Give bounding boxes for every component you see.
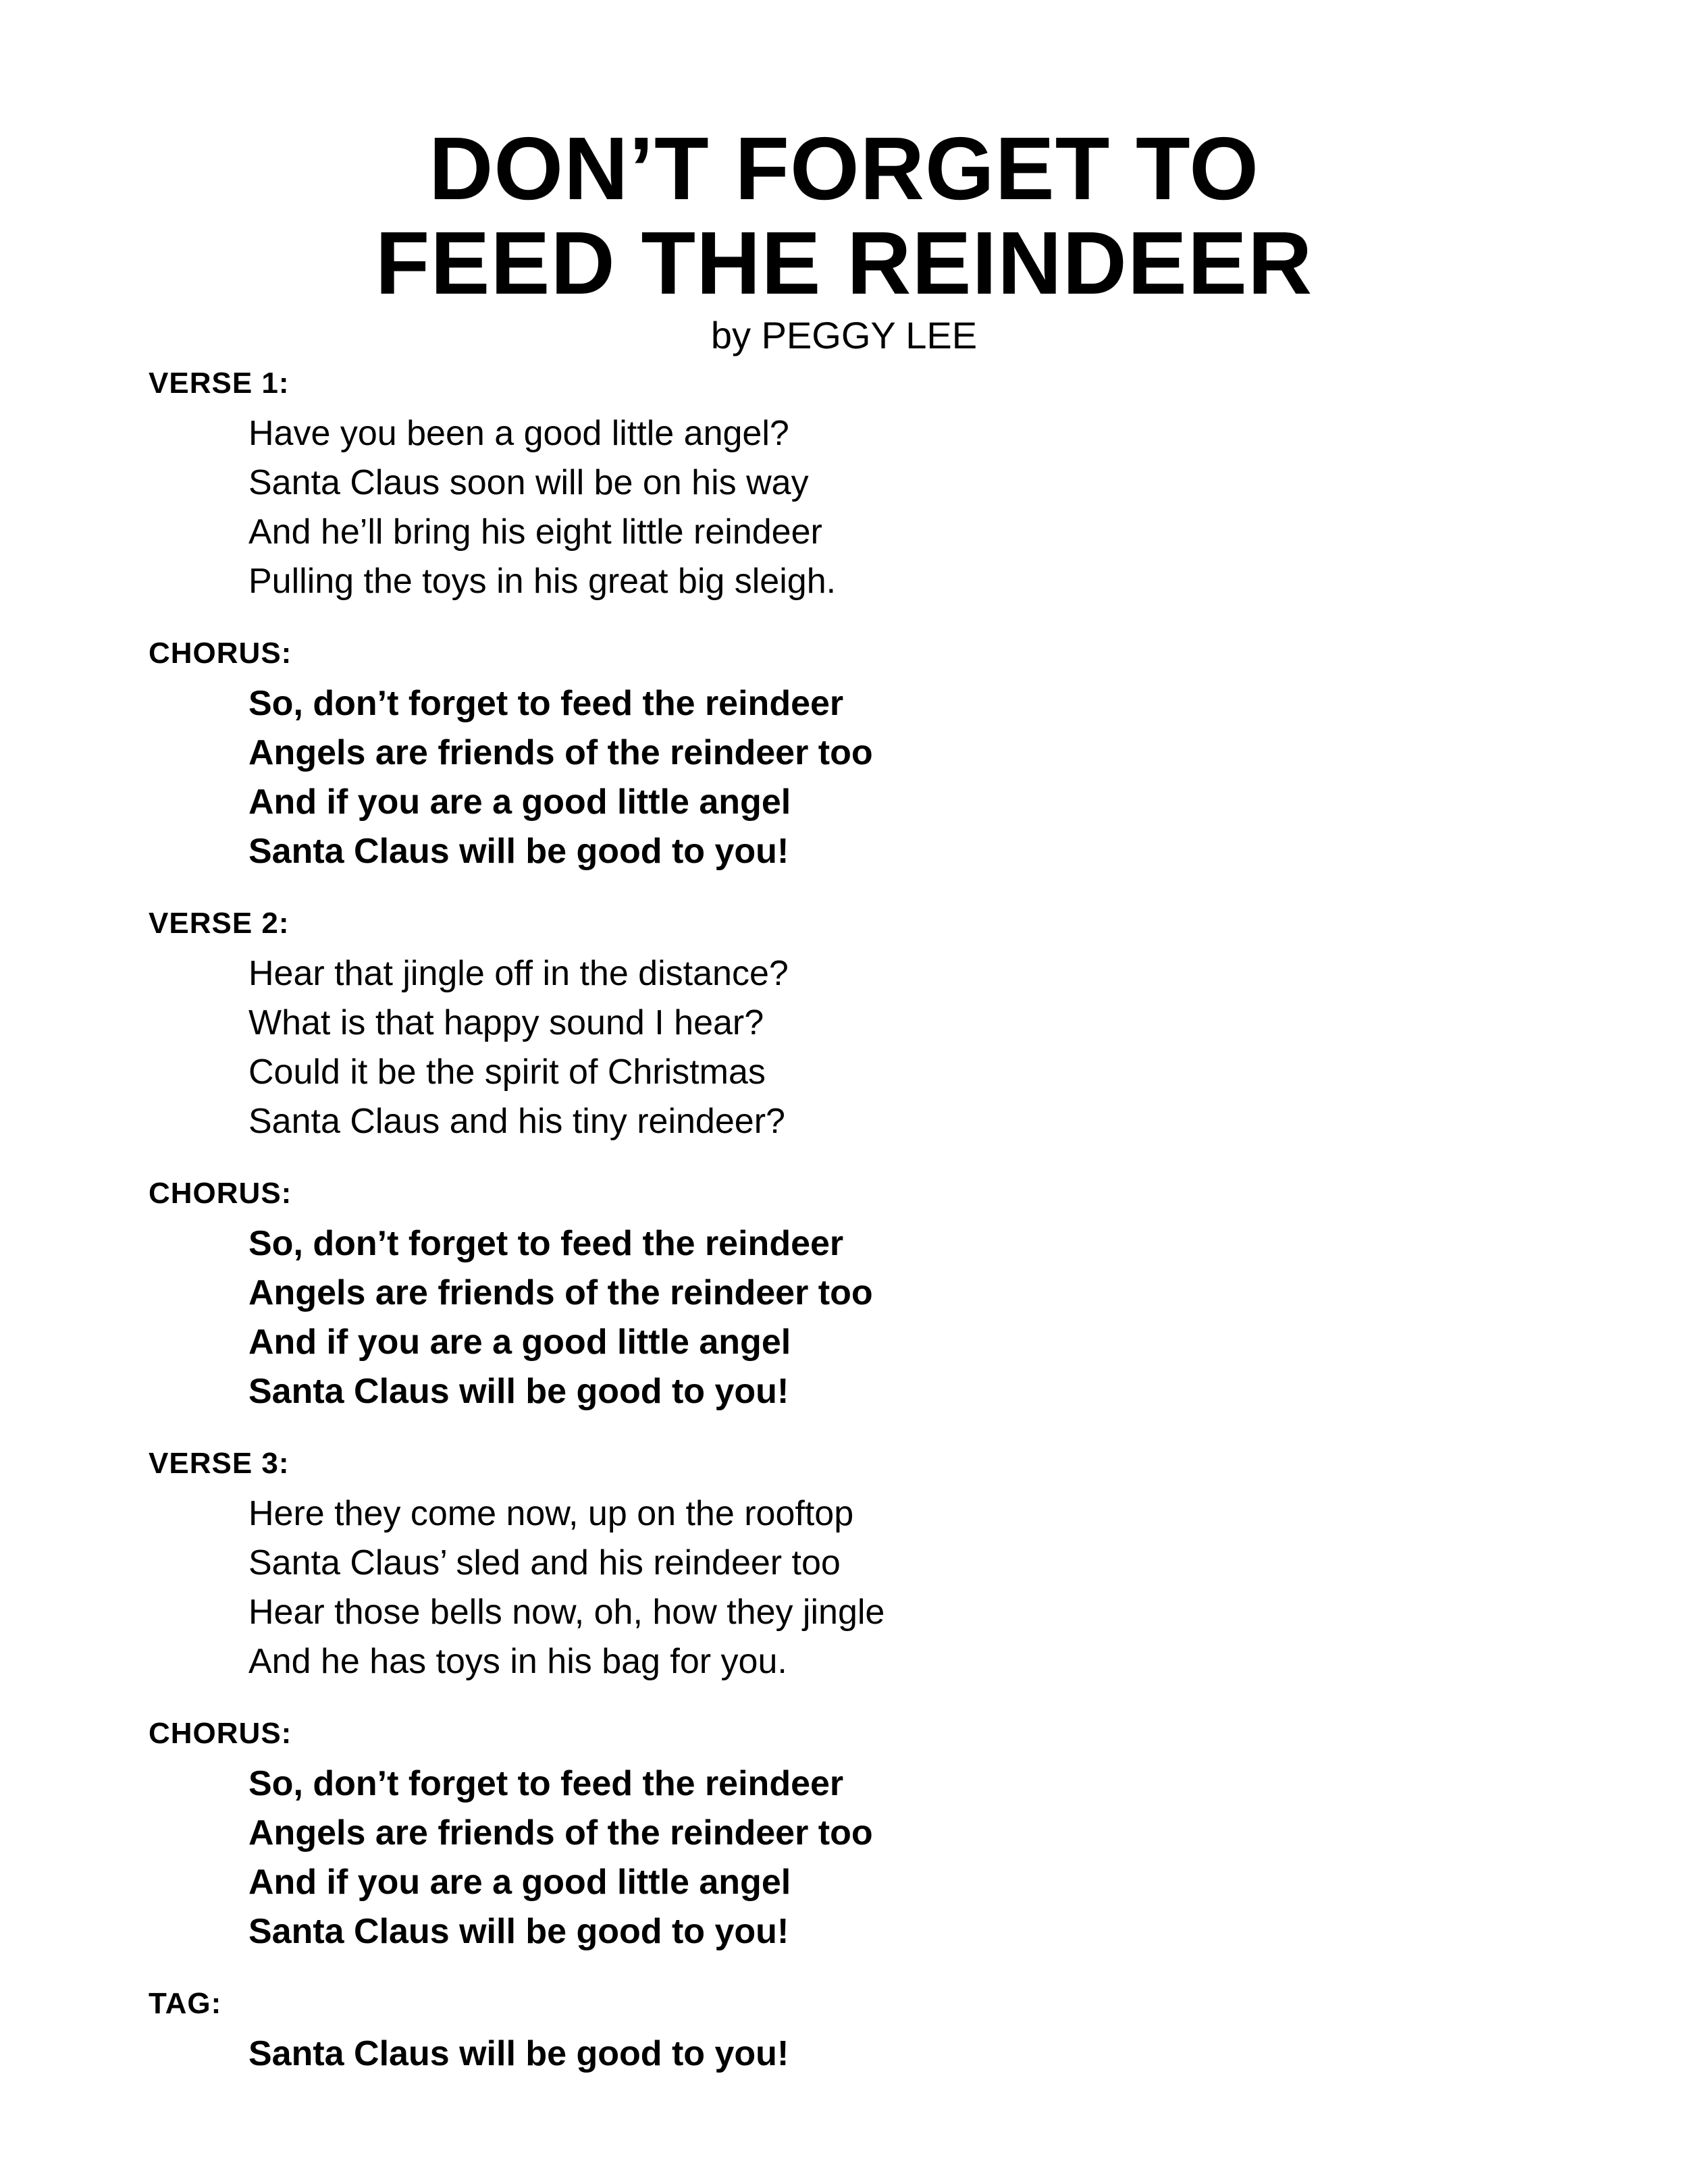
section-lines [248,949,1566,1146]
song-byline: by PEGGY LEE [710,314,978,356]
section-chorus-1 [149,635,1566,876]
section-label: CHORUS: [149,1177,292,1210]
lyric-line: Angels are friends of the reindeer too [248,1813,873,1853]
lyric-line: Could it be the spirit of Christmas [248,1053,766,1092]
lyric-line: Santa Claus will be good to you! [248,1372,789,1411]
lyric-line: And if you are a good little angel [248,1863,791,1902]
section-label: VERSE 2: [149,907,290,940]
lyric-line: And if you are a good little angel [248,1323,791,1362]
lyric-line: Have you been a good little angel? [248,414,789,453]
lyric-line: Santa Claus’ sled and his reindeer too [248,1543,841,1582]
section-verse-3 [149,1445,1566,1686]
lyric-line: Here they come now, up on the rooftop [248,1494,854,1533]
lyric-line: Santa Claus soon will be on his way [248,463,809,502]
lyrics-sections [149,365,1566,2107]
lyric-line: Angels are friends of the reindeer too [248,733,873,772]
lyric-line: Santa Claus and his tiny reindeer? [248,1102,785,1141]
lyric-line: And he has toys in his bag for you. [248,1642,787,1681]
section-label: VERSE 3: [149,1447,290,1480]
section-verse-1 [149,365,1566,606]
section-lines [248,409,1566,606]
lyric-line: Hear those bells now, oh, how they jingle [248,1593,885,1632]
section-tag [149,1985,1566,2079]
section-chorus-3 [149,1715,1566,1956]
section-label: CHORUS: [149,637,292,670]
section-lines [248,1489,1566,1686]
lyric-line: And he’ll bring his eight little reindeer [248,512,822,552]
lyric-line: Hear that jingle off in the distance? [248,954,789,993]
lyric-line: What is that happy sound I hear? [248,1003,764,1042]
section-lines [248,1219,1566,1416]
lyric-line: And if you are a good little angel [248,782,791,822]
section-label: TAG: [149,1987,222,2020]
section-verse-2 [149,905,1566,1146]
section-lines [248,2029,1566,2079]
song-title-line-1: DON’T FORGET TO [429,119,1259,218]
section-label: CHORUS: [149,1717,292,1750]
lyric-line: Pulling the toys in his great big sleigh. [248,562,837,601]
lyric-line: So, don’t forget to feed the reindeer [248,1224,844,1263]
lyric-line: So, don’t forget to feed the reindeer [248,684,844,723]
lyric-line: So, don’t forget to feed the reindeer [248,1764,844,1803]
title-block [0,119,1688,359]
section-chorus-2 [149,1175,1566,1416]
lyric-line: Santa Claus will be good to you! [248,2034,789,2073]
song-title-line-2: FEED THE REINDEER [375,213,1313,313]
lyric-line: Angels are friends of the reindeer too [248,1273,873,1312]
lyric-line: Santa Claus will be good to you! [248,1912,789,1951]
section-lines [248,1759,1566,1956]
lyric-line: Santa Claus will be good to you! [248,832,789,871]
section-lines [248,679,1566,876]
section-label: VERSE 1: [149,367,290,400]
